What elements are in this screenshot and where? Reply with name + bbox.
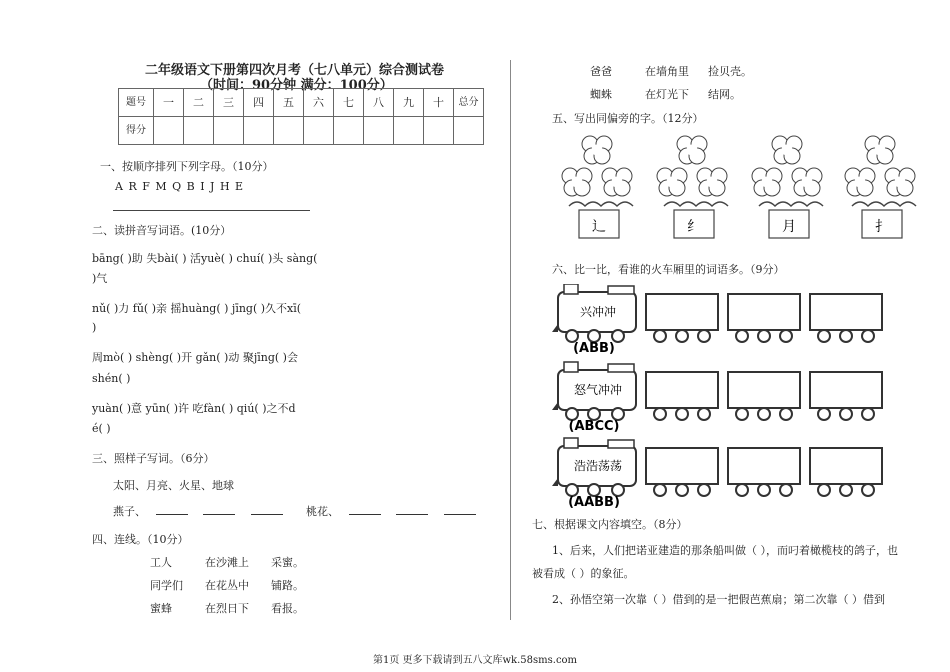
q2-line3-cont[interactable]: shén( ) — [92, 372, 131, 385]
q2-line1-cont[interactable]: )气 — [92, 272, 108, 285]
train-wagon[interactable] — [728, 448, 800, 496]
q3-prompt2: 桃花、 — [306, 505, 339, 518]
q4-place[interactable]: 在花丛中 — [205, 579, 249, 592]
train-wagon[interactable] — [810, 372, 882, 420]
train-wagon[interactable] — [810, 294, 882, 342]
q3-prompt-row — [113, 503, 482, 519]
q4-place[interactable]: 在沙滩上 — [205, 556, 249, 569]
score-header-cell: 题号 — [119, 89, 154, 117]
q4-subject[interactable]: 蜘蛛 — [590, 88, 612, 101]
q5-heading: 五、写出同偏旁的字。（12分） — [552, 112, 704, 125]
q3-heading: 三、照样子写词。（6分） — [92, 452, 215, 465]
q2-line4[interactable]: yuàn( )意 yūn( )许 吃fàn( ) qiú( )之不d — [92, 402, 296, 415]
train-pattern: (ABCC) — [568, 419, 620, 434]
flower-radical-group — [555, 128, 935, 240]
q1-letters: A R F M Q B I J H E — [115, 180, 244, 193]
q2-line1[interactable]: bāng( )助 失bài( ) 活yuè( ) chuí( )头 sàng( — [92, 252, 318, 265]
score-cell[interactable] — [424, 117, 454, 145]
radical-label: 纟 — [687, 219, 701, 235]
q2-line3[interactable]: 周mò( ) shèng( )开 gǎn( )动 聚jīng( )会 — [92, 351, 298, 364]
score-header-row — [119, 89, 484, 117]
q2-line4-cont[interactable]: é( ) — [92, 422, 111, 435]
q7-heading: 七、根据课文内容填空。（8分） — [532, 518, 688, 531]
train-word: 怒气冲冲 — [573, 383, 623, 397]
q2-line2-cont[interactable]: ) — [92, 321, 97, 334]
q1-heading: 一、按顺序排列下列字母。（10分） — [100, 160, 274, 173]
score-table — [118, 88, 484, 145]
q7-item1-cont[interactable]: 被看成（ ）的象征。 — [532, 567, 635, 580]
q4-place[interactable]: 在墙角里 — [645, 65, 689, 78]
score-header-cell: 三 — [214, 89, 244, 117]
score-header-cell: 总分 — [454, 89, 484, 117]
score-cell[interactable] — [364, 117, 394, 145]
q4-heading: 四、连线。（10分） — [92, 533, 189, 546]
score-cell[interactable] — [184, 117, 214, 145]
q3-example: 太阳、月亮、火星、地球 — [113, 479, 234, 492]
q7-item2[interactable]: 2、孙悟空第一次靠（ ）借到的是一把假芭蕉扇；第二次靠（ ）借到 — [552, 593, 885, 606]
q3-blank[interactable] — [396, 504, 428, 515]
score-cell[interactable] — [304, 117, 334, 145]
q4-action[interactable]: 结网。 — [708, 88, 741, 101]
page-title: 二年级语文下册第四次月考（七八单元）综合测试卷 — [145, 63, 445, 78]
score-cell[interactable] — [454, 117, 484, 145]
train-pattern: (AABB) — [568, 495, 620, 510]
score-cell[interactable] — [214, 117, 244, 145]
q4-subject[interactable]: 蜜蜂 — [150, 602, 172, 615]
score-header-cell: 四 — [244, 89, 274, 117]
radical-label: 辶 — [592, 219, 606, 235]
train-wagon[interactable] — [646, 372, 718, 420]
radical-label: 月 — [782, 219, 796, 235]
train-word: 兴冲冲 — [579, 305, 617, 319]
train-wagon[interactable] — [646, 294, 718, 342]
score-header-cell: 九 — [394, 89, 424, 117]
train-wagon[interactable] — [728, 294, 800, 342]
q4-action[interactable]: 采蜜。 — [271, 556, 304, 569]
train-wagon[interactable] — [646, 448, 718, 496]
score-header-cell: 六 — [304, 89, 334, 117]
radical-label: 扌 — [875, 219, 889, 235]
score-cell[interactable] — [334, 117, 364, 145]
score-label-cell: 得分 — [119, 117, 154, 145]
q2-line2[interactable]: nǔ( )力 fǔ( )亲 摇huàng( ) jīng( )久不xī( — [92, 302, 302, 315]
train-word: 浩浩荡荡 — [573, 459, 623, 473]
q3-prompt1: 燕子、 — [113, 505, 146, 518]
q6-heading: 六、比一比，看谁的火车厢里的词语多。（9分） — [552, 263, 785, 276]
page-subtitle: （时间：90分钟 满分：100分） — [200, 78, 393, 93]
score-header-cell: 七 — [334, 89, 364, 117]
q4-place[interactable]: 在灯光下 — [645, 88, 689, 101]
q4-action[interactable]: 看报。 — [271, 602, 304, 615]
q1-answer-line[interactable] — [113, 210, 310, 211]
q4-subject[interactable]: 爸爸 — [590, 65, 612, 78]
train-wagon[interactable] — [810, 448, 882, 496]
q4-subject[interactable]: 同学们 — [150, 579, 183, 592]
q7-item1[interactable]: 1、后来，人们把诺亚建造的那条船叫做（ ），而叼着橄榄枝的鸽子，也 — [552, 544, 898, 557]
score-header-cell: 五 — [274, 89, 304, 117]
train-group — [550, 284, 900, 512]
page-footer: 第1页 更多下载请到五八文库wk.58sms.com — [372, 655, 578, 666]
q3-blank[interactable] — [349, 504, 381, 515]
q2-heading: 二、读拼音写词语。(10分） — [92, 224, 232, 237]
q3-blank[interactable] — [203, 504, 235, 515]
score-value-row — [119, 117, 484, 145]
q3-blank[interactable] — [251, 504, 283, 515]
score-header-cell: 二 — [184, 89, 214, 117]
q4-subject[interactable]: 工人 — [150, 556, 172, 569]
score-cell[interactable] — [244, 117, 274, 145]
score-header-cell: 八 — [364, 89, 394, 117]
column-divider — [510, 60, 511, 620]
score-header-cell: 一 — [154, 89, 184, 117]
q3-blank[interactable] — [156, 504, 188, 515]
q4-place[interactable]: 在烈日下 — [205, 602, 249, 615]
score-cell[interactable] — [274, 117, 304, 145]
q4-action[interactable]: 铺路。 — [271, 579, 304, 592]
score-header-cell: 十 — [424, 89, 454, 117]
score-cell[interactable] — [154, 117, 184, 145]
q3-blank[interactable] — [444, 504, 476, 515]
score-cell[interactable] — [394, 117, 424, 145]
q4-action[interactable]: 捡贝壳。 — [708, 65, 752, 78]
train-wagon[interactable] — [728, 372, 800, 420]
train-pattern: (ABB) — [573, 341, 615, 356]
